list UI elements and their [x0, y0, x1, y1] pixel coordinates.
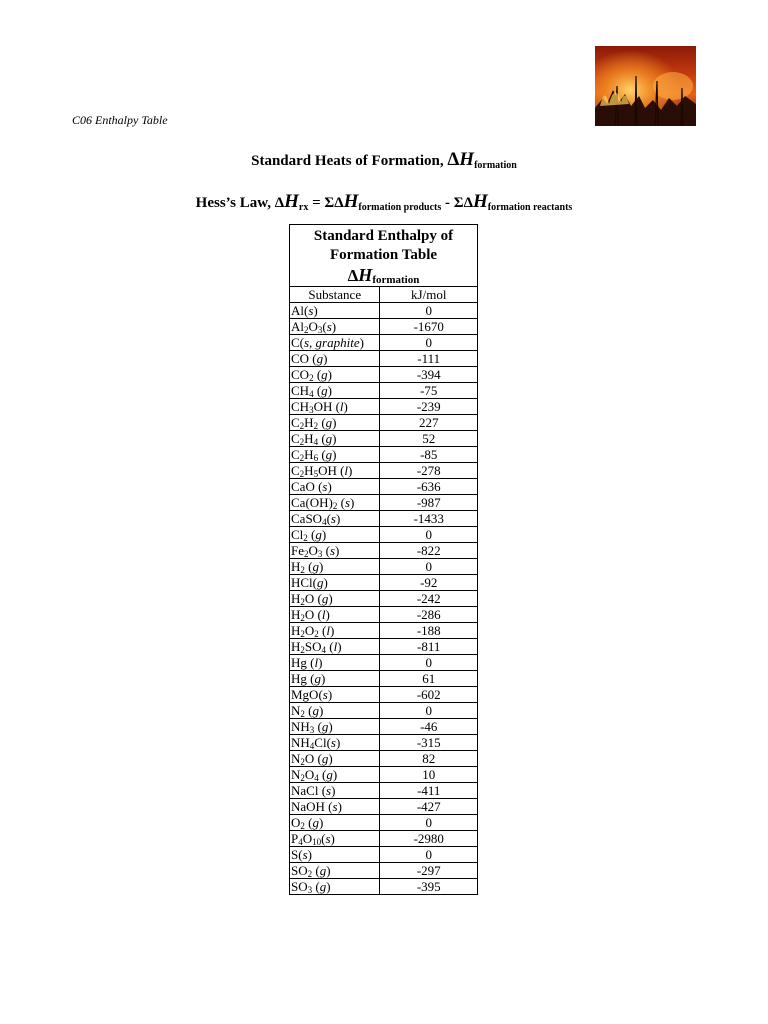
table-row	[290, 463, 478, 479]
substance-cell: $SO_3$ (g)	[290, 879, 380, 895]
substance-cell: CaSO$_4$(s)	[290, 511, 380, 527]
column-header-value: kJ/mol	[380, 287, 478, 303]
table-row	[290, 623, 478, 639]
table-row	[290, 367, 478, 383]
substance-cell: $N_2$ (g)	[290, 703, 380, 719]
table-row	[290, 527, 478, 543]
enthalpy-value-cell: -315	[380, 735, 478, 751]
table-row	[290, 815, 478, 831]
table-row	[290, 383, 478, 399]
enthalpy-value-cell: -1433	[380, 511, 478, 527]
table-row	[290, 431, 478, 447]
substance-cell: $P_4O_{10}(s)$	[290, 831, 380, 847]
hess-h-symbol: H	[284, 191, 299, 212]
substance-cell: $Fe_2O_3$ (s)	[290, 543, 380, 559]
substance-cell: $NH_4Cl(s)$	[290, 735, 380, 751]
table-row	[290, 863, 478, 879]
substance-cell: Al(s)	[290, 303, 380, 319]
title-h-symbol: H	[459, 149, 475, 170]
enthalpy-value-cell: -395	[380, 879, 478, 895]
substance-cell: $Al_2O_3(s)$	[290, 319, 380, 335]
enthalpy-value-cell: -111	[380, 351, 478, 367]
substance-cell: Hg (g)	[290, 671, 380, 687]
substance-cell: $H_2O$ (l)	[290, 607, 380, 623]
hess-reactants-subscript: formation reactants	[487, 202, 573, 213]
table-caption-line1: Standard Enthalpy of	[313, 228, 454, 244]
caption-h: H	[358, 265, 373, 285]
substance-cell: Hg (l)	[290, 655, 380, 671]
enthalpy-value-cell: 61	[380, 671, 478, 687]
table-row	[290, 607, 478, 623]
enthalpy-value-cell: 227	[380, 415, 478, 431]
table-row	[290, 303, 478, 319]
substance-cell: $C_2H_5OH$ (l)	[290, 463, 380, 479]
enthalpy-value-cell: -636	[380, 479, 478, 495]
caption-delta: Δ	[347, 266, 359, 285]
table-row	[290, 447, 478, 463]
table-row	[290, 847, 478, 863]
document-header-label: C06 Enthalpy Table	[72, 113, 168, 127]
table-row	[290, 799, 478, 815]
table-row	[290, 495, 478, 511]
substance-cell: MgO(s)	[290, 687, 380, 703]
enthalpy-value-cell: -411	[380, 783, 478, 799]
table-row	[290, 783, 478, 799]
enthalpy-value-cell: 0	[380, 303, 478, 319]
wildfire-image	[595, 46, 696, 126]
enthalpy-value-cell: -987	[380, 495, 478, 511]
enthalpy-value-cell: -85	[380, 447, 478, 463]
enthalpy-table-container	[289, 224, 478, 895]
table-row	[290, 575, 478, 591]
substance-cell: NaOH (s)	[290, 799, 380, 815]
table-row	[290, 543, 478, 559]
enthalpy-value-cell: -1670	[380, 319, 478, 335]
substance-cell: $Cl_2$ (g)	[290, 527, 380, 543]
table-row	[290, 511, 478, 527]
substance-cell: $N_2O_4$ (g)	[290, 767, 380, 783]
enthalpy-value-cell: 0	[380, 815, 478, 831]
enthalpy-value-cell: 0	[380, 655, 478, 671]
table-row	[290, 415, 478, 431]
enthalpy-value-cell: 0	[380, 335, 478, 351]
enthalpy-value-cell: 0	[380, 703, 478, 719]
table-caption-line2: Formation Table	[329, 247, 438, 263]
title-text: Standard Heats of Formation,	[251, 153, 448, 169]
enthalpy-value-cell: -92	[380, 575, 478, 591]
table-row	[290, 399, 478, 415]
table-row	[290, 591, 478, 607]
enthalpy-value-cell: 0	[380, 847, 478, 863]
hess-delta-symbol: Δ	[274, 195, 285, 211]
substance-cell: $O_2$ (g)	[290, 815, 380, 831]
substance-cell: S(s)	[290, 847, 380, 863]
title-delta-symbol: Δ	[447, 149, 460, 170]
hess-products-subscript: formation products	[358, 202, 442, 213]
table-row	[290, 751, 478, 767]
hess-minus-sum: - ΣΔ	[441, 195, 473, 211]
hess-prefix: Hess’s Law,	[195, 195, 275, 211]
substance-cell: $H_2O_2$ (l)	[290, 623, 380, 639]
enthalpy-value-cell: -286	[380, 607, 478, 623]
table-row	[290, 735, 478, 751]
table-row	[290, 351, 478, 367]
substance-cell: CaO (s)	[290, 479, 380, 495]
table-row	[290, 639, 478, 655]
table-row	[290, 479, 478, 495]
enthalpy-value-cell: -822	[380, 543, 478, 559]
substance-cell: $CO_2$ (g)	[290, 367, 380, 383]
enthalpy-value-cell: -394	[380, 367, 478, 383]
enthalpy-value-cell: 0	[380, 527, 478, 543]
table-caption	[290, 225, 478, 287]
substance-cell: $SO_2$ (g)	[290, 863, 380, 879]
enthalpy-value-cell: 52	[380, 431, 478, 447]
enthalpy-value-cell: -188	[380, 623, 478, 639]
hess-law-equation	[0, 191, 768, 213]
substance-cell: NaCl (s)	[290, 783, 380, 799]
substance-cell: $Ca(OH)_2$ (s)	[290, 495, 380, 511]
title-subscript: formation	[474, 160, 517, 171]
table-row	[290, 335, 478, 351]
substance-cell: CO (g)	[290, 351, 380, 367]
substance-cell: C(s, graphite)	[290, 335, 380, 351]
hess-h-products-symbol: H	[343, 191, 359, 212]
substance-cell: $H_2O$ (g)	[290, 591, 380, 607]
substance-cell: $CH_4$ (g)	[290, 383, 380, 399]
enthalpy-value-cell: -278	[380, 463, 478, 479]
substance-cell: HCl(g)	[290, 575, 380, 591]
substance-cell: $C_2H_2$ (g)	[290, 415, 380, 431]
enthalpy-value-cell: 10	[380, 767, 478, 783]
enthalpy-value-cell: -75	[380, 383, 478, 399]
table-row	[290, 319, 478, 335]
table-row	[290, 559, 478, 575]
table-row	[290, 703, 478, 719]
enthalpy-value-cell: -242	[380, 591, 478, 607]
substance-cell: $C_2H_6$ (g)	[290, 447, 380, 463]
enthalpy-value-cell: -602	[380, 687, 478, 703]
substance-cell: $H_2$ (g)	[290, 559, 380, 575]
enthalpy-value-cell: 0	[380, 559, 478, 575]
table-row	[290, 767, 478, 783]
table-row	[290, 879, 478, 895]
table-row	[290, 655, 478, 671]
hess-h-reactants-symbol: H	[473, 191, 488, 212]
table-row	[290, 687, 478, 703]
hess-equals-sum: = ΣΔ	[308, 195, 344, 211]
enthalpy-value-cell: 82	[380, 751, 478, 767]
substance-cell: $CH_3OH$ (l)	[290, 399, 380, 415]
substance-cell: $C_2H_4$ (g)	[290, 431, 380, 447]
hess-rx-subscript: rx	[298, 202, 309, 213]
table-row	[290, 719, 478, 735]
caption-subscript: formation	[372, 274, 420, 286]
table-row	[290, 831, 478, 847]
substance-cell: $NH_3$ (g)	[290, 719, 380, 735]
table-caption-symbol	[290, 265, 477, 286]
enthalpy-value-cell: -2980	[380, 831, 478, 847]
enthalpy-value-cell: -297	[380, 863, 478, 879]
page-title	[0, 149, 768, 171]
substance-cell: $H_2SO_4$ (l)	[290, 639, 380, 655]
wildfire-photo	[595, 46, 696, 126]
enthalpy-value-cell: -239	[380, 399, 478, 415]
enthalpy-value-cell: -427	[380, 799, 478, 815]
table-body	[290, 303, 478, 895]
table-row	[290, 671, 478, 687]
enthalpy-value-cell: -811	[380, 639, 478, 655]
enthalpy-table	[289, 224, 478, 895]
column-header-substance: Substance	[290, 287, 380, 303]
enthalpy-value-cell: -46	[380, 719, 478, 735]
substance-cell: $N_2O$ (g)	[290, 751, 380, 767]
